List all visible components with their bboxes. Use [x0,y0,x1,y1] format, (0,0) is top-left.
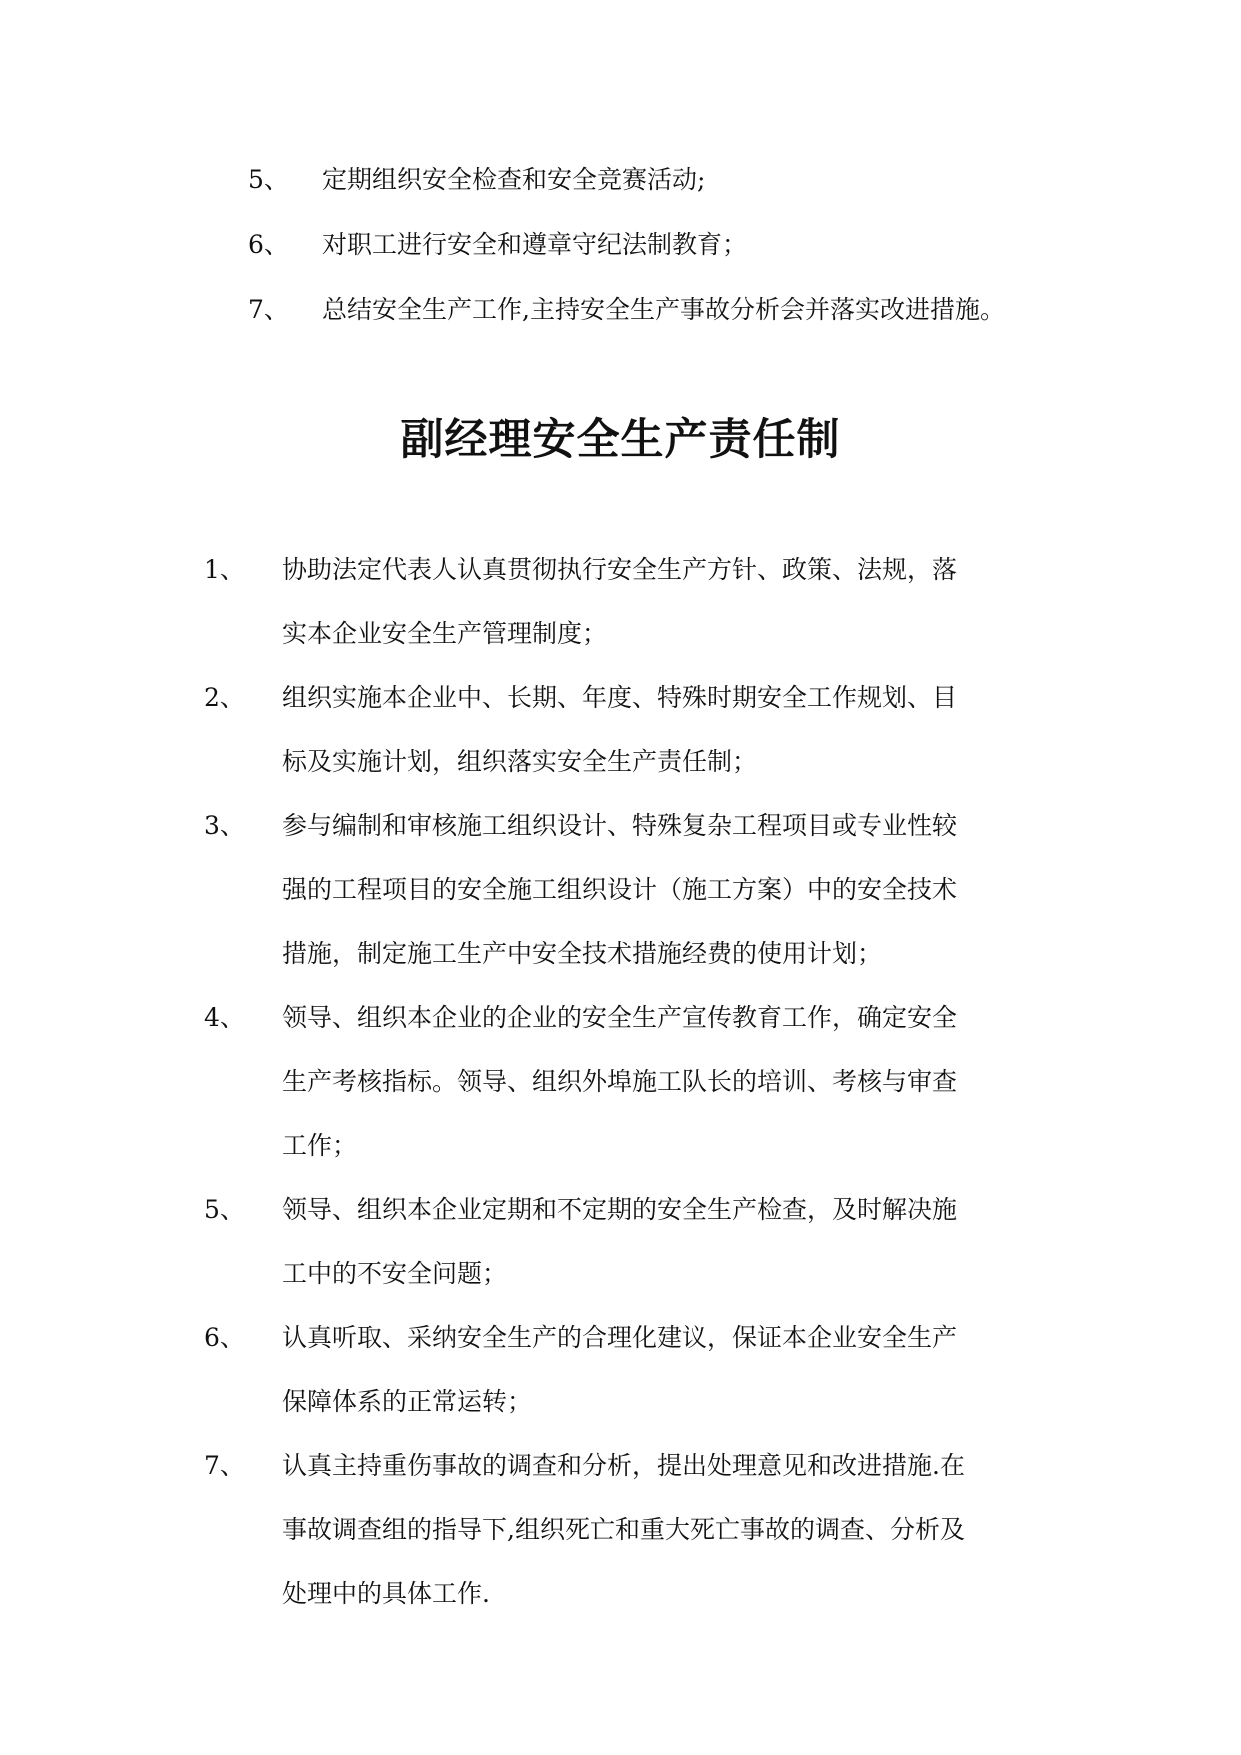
prev-list-item-number: 5、 [248,165,289,194]
list-item-line: 协助法定代表人认真贯彻执行安全生产方针、政策、法规，落 [282,555,958,584]
list-item-text [282,1306,1072,1434]
list-item-line: 标及实施计划，组织落实安全生产责任制； [282,747,758,776]
prev-list-item-text: 总结安全生产工作,主持安全生产事故分析会并落实改进措施。 [322,295,1005,324]
prev-list-item [248,158,1148,202]
list-item-number: 5、 [204,1195,245,1224]
list-item-number: 7、 [204,1451,245,1480]
list-item-line: 组织实施本企业中、长期、年度、特殊时期安全工作规划、目 [282,683,958,712]
list-item-line: 处理中的具体工作. [282,1579,490,1608]
list-item-number: 2、 [204,683,245,712]
list-item-line: 保障体系的正常运转； [282,1387,533,1416]
section-title: 副经理安全生产责任制 [400,415,841,465]
list-item-line: 实本企业安全生产管理制度； [282,619,608,648]
list-item-line: 认真主持重伤事故的调查和分析，提出处理意见和改进措施.在 [282,1451,965,1480]
list-item-line: 生产考核指标。领导、组织外埠施工队长的培训、考核与审查 [282,1067,958,1096]
list-item-line: 参与编制和审核施工组织设计、特殊复杂工程项目或专业性较 [282,811,958,840]
list-item-line: 领导、组织本企业定期和不定期的安全生产检查，及时解决施 [282,1195,958,1224]
list-item-text [282,986,1072,1178]
prev-list-item-text: 对职工进行安全和遵章守纪法制教育； [322,230,748,259]
list-item-line: 措施，制定施工生产中安全技术措施经费的使用计划； [282,939,883,968]
list-item-line: 工中的不安全问题； [282,1259,508,1288]
list-item-line: 工作； [282,1131,358,1160]
list-item-number: 3、 [204,811,245,840]
prev-list-item [248,223,1148,267]
prev-list-item [248,288,1148,332]
list-item-text [282,538,1072,666]
list-item-number: 4、 [204,1003,245,1032]
list-item-line: 事故调查组的指导下,组织死亡和重大死亡事故的调查、分析及 [282,1515,965,1544]
list-item-line: 认真听取、采纳安全生产的合理化建议，保证本企业安全生产 [282,1323,958,1352]
prev-list-item-number: 6、 [248,230,289,259]
list-item-line: 领导、组织本企业的企业的安全生产宣传教育工作，确定安全 [282,1003,958,1032]
list-item-number: 6、 [204,1323,245,1352]
list-item-text [282,794,1072,986]
prev-list-item-text: 定期组织安全检查和安全竞赛活动; [322,165,706,194]
list-item-number: 1、 [204,555,245,584]
list-item-text [282,1434,1072,1626]
prev-list-item-number: 7、 [248,295,289,324]
list-item-line: 强的工程项目的安全施工组织设计（施工方案）中的安全技术 [282,875,958,904]
list-item-text [282,666,1072,794]
list-item-text [282,1178,1072,1306]
